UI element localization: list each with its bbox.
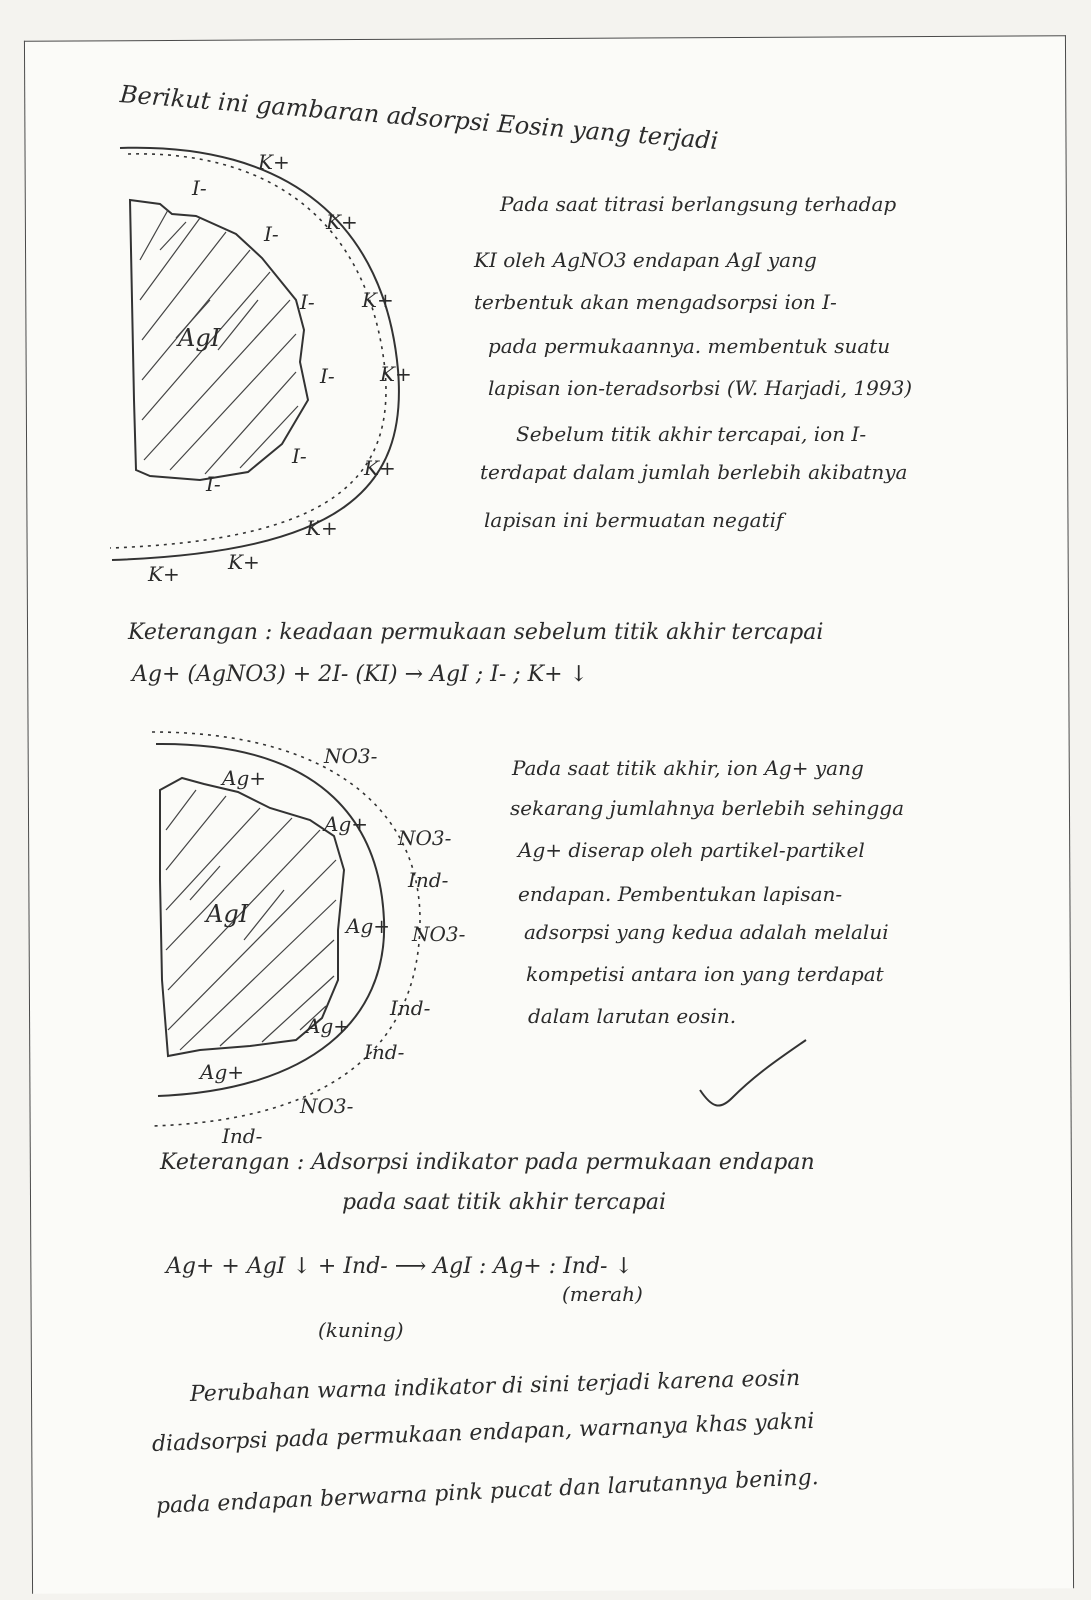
ion-label: K+ — [306, 516, 338, 540]
equation-note: (kuning) — [318, 1318, 404, 1342]
ion-label: NO3- — [398, 826, 452, 850]
ion-label: K+ — [362, 288, 394, 312]
ion-label: K+ — [148, 562, 180, 586]
ion-label: I- — [206, 472, 221, 496]
ion-label: I- — [292, 444, 307, 468]
ion-label: Ind- — [222, 1124, 263, 1148]
text-line: terdapat dalam jumlah berlebih akibatnya — [480, 460, 908, 484]
equation-note: (merah) — [562, 1282, 643, 1306]
ion-label: I- — [264, 222, 279, 246]
text-line: Perubahan warna indikator di sini terjadi karena eosin — [189, 1366, 801, 1407]
ion-label: NO3- — [300, 1094, 354, 1118]
crystal-label: AgI — [206, 900, 249, 928]
ion-label: I- — [320, 364, 335, 388]
ion-label: I- — [300, 290, 315, 314]
text-line: lapisan ini bermuatan negatif — [484, 508, 784, 532]
text-line: Pada saat titrasi berlangsung terhadap — [500, 192, 897, 216]
text-line: lapisan ion-teradsorbsi (W. Harjadi, 1993) — [488, 376, 913, 400]
crystal-label: AgI — [178, 324, 221, 352]
text-line: Ag+ diserap oleh partikel-partikel — [518, 838, 865, 862]
text-line: Sebelum titik akhir tercapai, ion I- — [516, 422, 867, 446]
caption-line: pada saat titik akhir tercapai — [342, 1190, 667, 1215]
caption-label: Keterangan : Adsorpsi indikator pada permukaan endapan — [160, 1150, 815, 1175]
ion-label: K+ — [326, 210, 358, 234]
equation: Ag+ (AgNO3) + 2I- (KI) → AgI ; I- ; K+ ↓ — [132, 662, 588, 687]
ion-label: K+ — [258, 150, 290, 174]
text-line: pada permukaannya. membentuk suatu — [488, 334, 891, 358]
text-line: endapan. Pembentukan lapisan- — [518, 882, 843, 906]
text-line: adsorpsi yang kedua adalah melalui — [524, 920, 889, 944]
page-title: Berikut ini gambaran adsorpsi Eosin yang terjadi — [118, 80, 720, 156]
ion-label: I- — [192, 176, 207, 200]
ion-label: Ind- — [364, 1040, 405, 1064]
ion-label: Ag+ — [324, 812, 369, 836]
ion-label: Ind- — [408, 868, 449, 892]
text-line: kompetisi antara ion yang terdapat — [526, 962, 884, 986]
ion-label: Ag+ — [306, 1014, 351, 1038]
text-line: diadsorpsi pada permukaan endapan, warnanya khas yakni — [151, 1408, 815, 1457]
ion-label: NO3- — [412, 922, 466, 946]
text-line: terbentuk akan mengadsorpsi ion I- — [474, 290, 837, 314]
check-mark-icon — [700, 1040, 806, 1106]
ion-label: K+ — [380, 362, 412, 386]
text-line: sekarang jumlahnya berlebih sehingga — [510, 796, 905, 820]
ion-label: NO3- — [324, 744, 378, 768]
ion-label: K+ — [364, 456, 396, 480]
ion-label: Ag+ — [346, 914, 391, 938]
caption-label: Keterangan : keadaan permukaan sebelum titik akhir tercapai — [128, 620, 824, 645]
ion-label: Ag+ — [200, 1060, 245, 1084]
ion-label: Ind- — [390, 996, 431, 1020]
ion-label: Ag+ — [222, 766, 267, 790]
text-line: dalam larutan eosin. — [528, 1004, 737, 1028]
equation: Ag+ + AgI ↓ + Ind- ⟶ AgI : Ag+ : Ind- ↓ — [166, 1254, 633, 1279]
text-line: Pada saat titik akhir, ion Ag+ yang — [512, 756, 864, 780]
diagram2-hatch — [166, 790, 336, 1050]
ion-label: K+ — [228, 550, 260, 574]
text-line: pada endapan berwarna pink pucat dan larutannya bening. — [155, 1465, 820, 1519]
text-line: KI oleh AgNO3 endapan AgI yang — [474, 248, 817, 272]
